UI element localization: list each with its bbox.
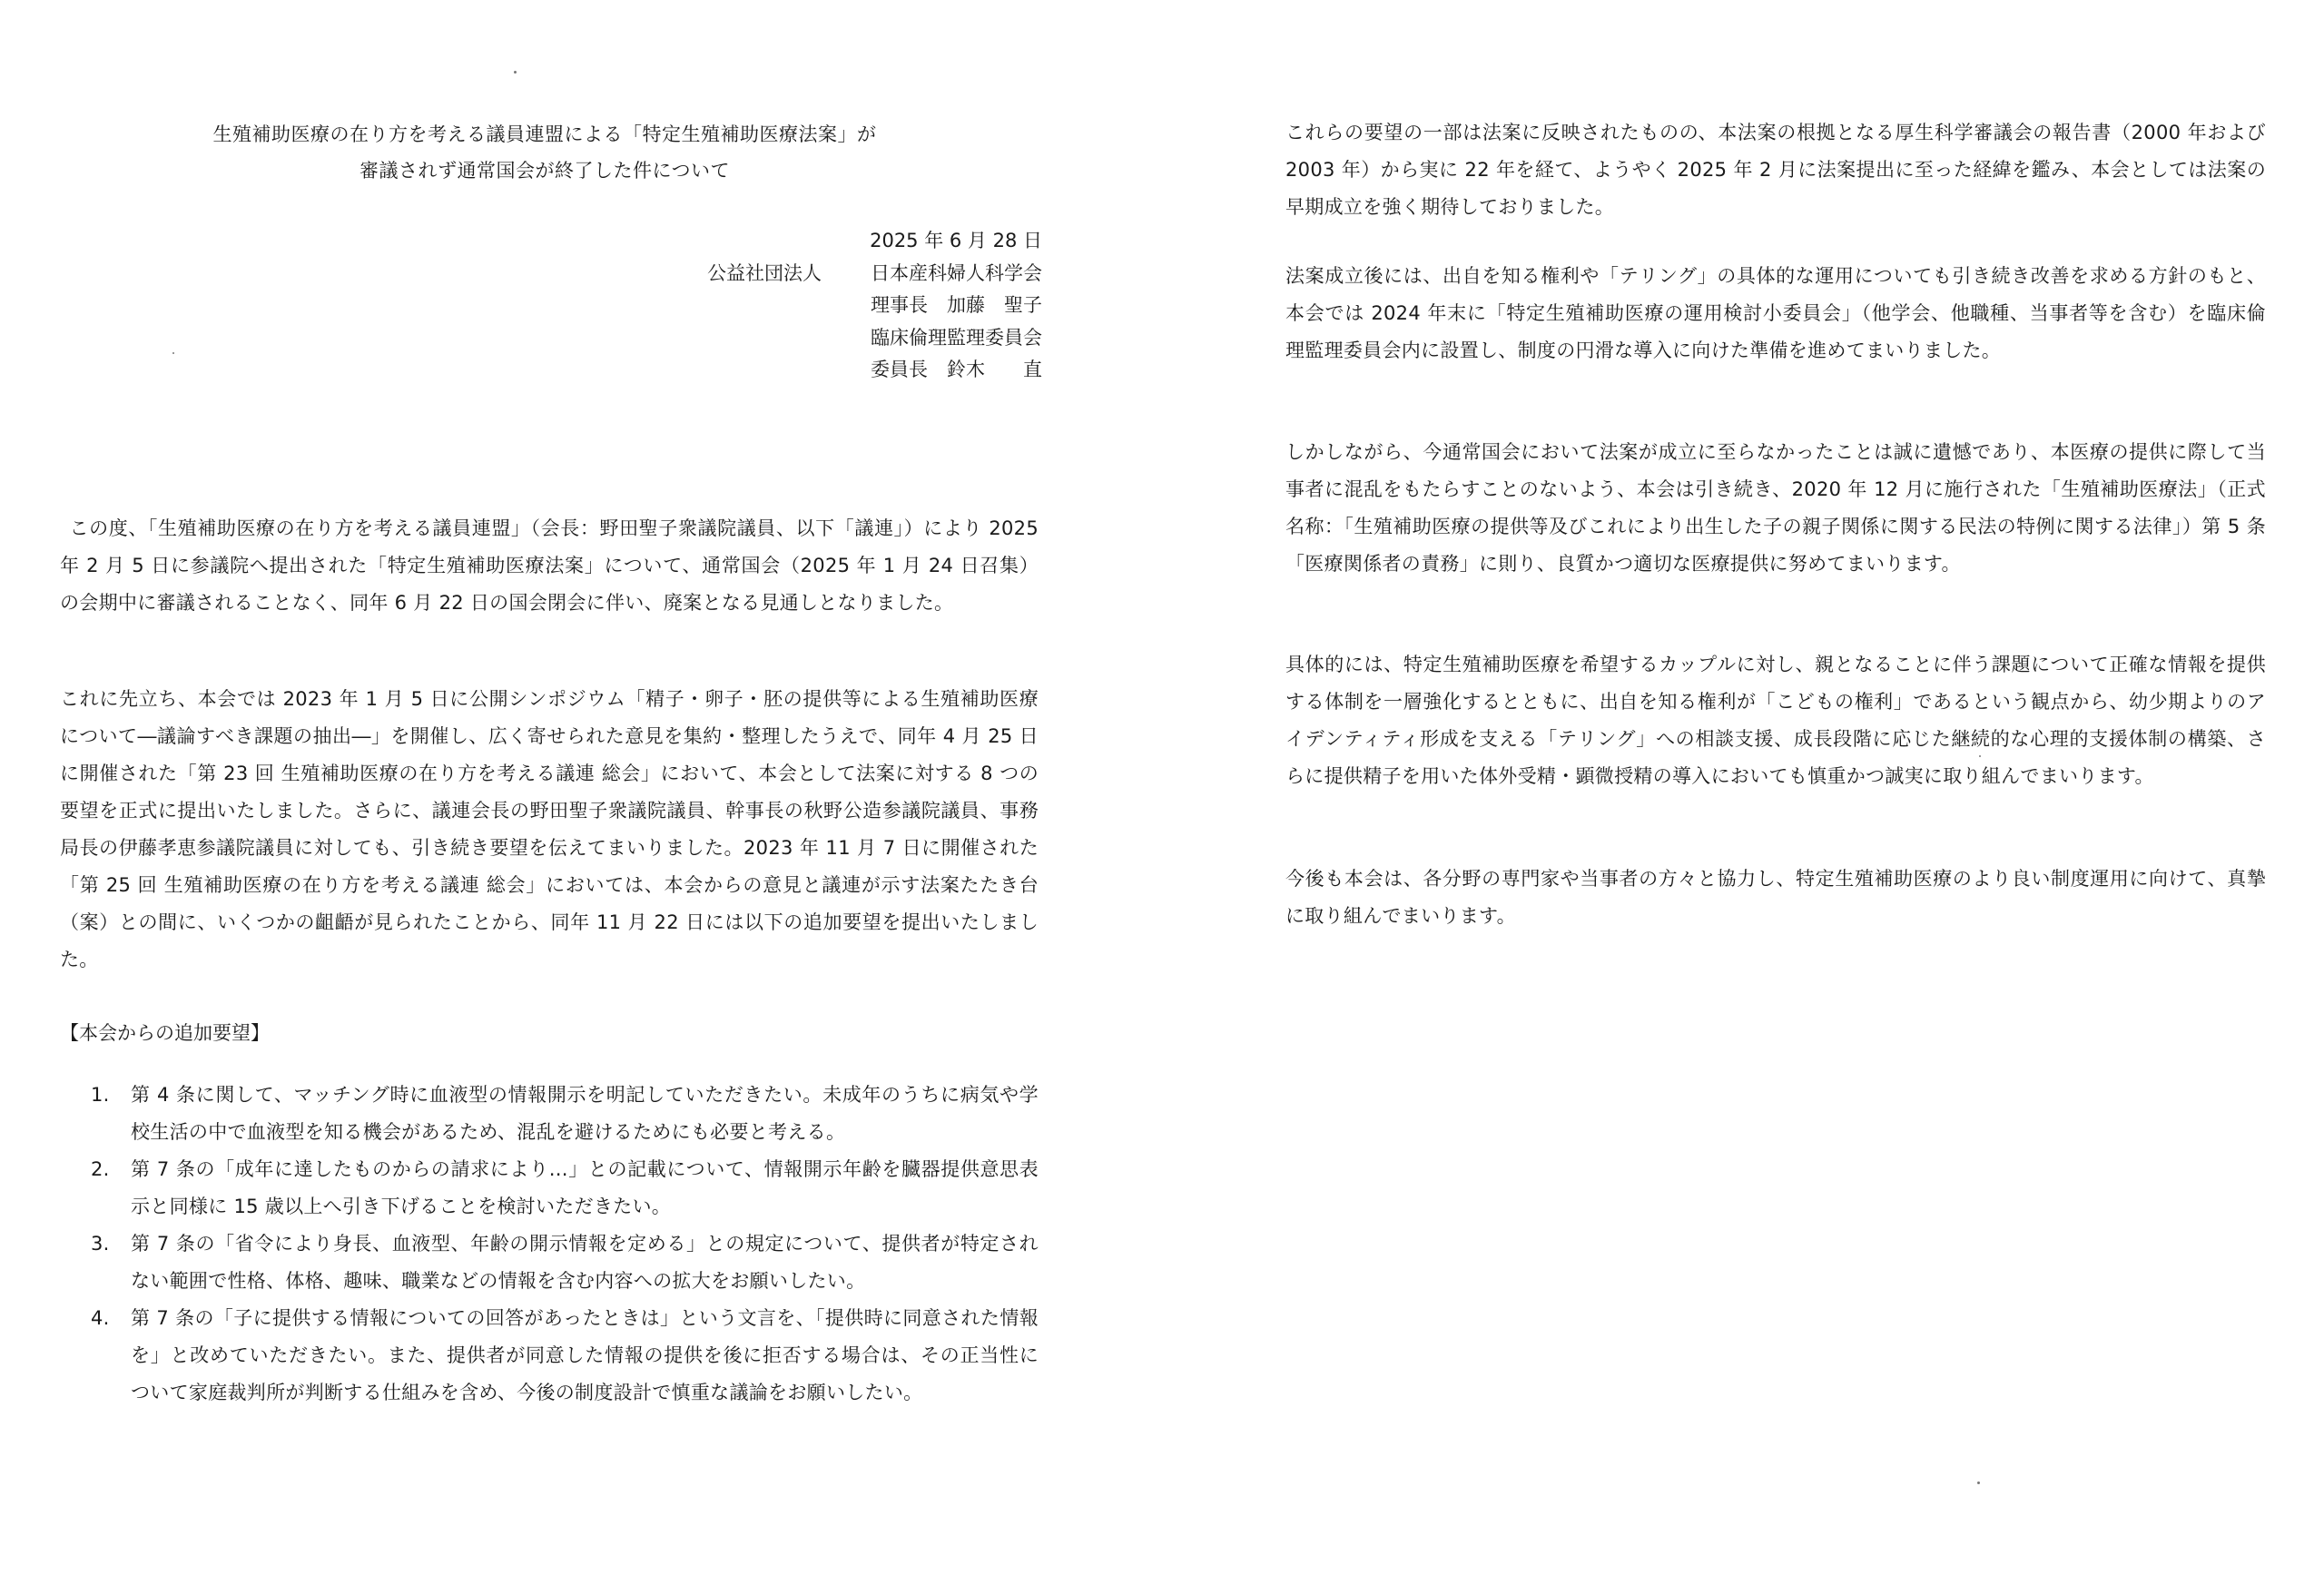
paragraph-regret: しかしながら、今通常国会において法案が成立に至らなかったことは誠に遺憾であり、本医療の提供に際して当事者に混乱をもたらすことのないよう、本会は引き続き、2020 年 12 月に施行された「生殖補助医療法」（正式名称：「生殖補助医療の提供等及びこれにより出生した子の親子関係に関する民法の特例に関する法律」）第 5 条「医療関係者の責務」に則り、良質かつ適切な医療提供に努めてまいります。 <box>1285 441 2266 575</box>
list-item-number: 3. <box>91 1233 110 1255</box>
scan-speck <box>1977 1481 1980 1484</box>
paragraph-background: これに先立ち、本会では 2023 年 1 月 5 日に公開シンポジウム「精子・卵子・胚の提供等による生殖補助医療について―議論すべき課題の抽出―」を開催し、広く寄せられた意見を集約・整理したうえで、同年 4 月 25 日に開催された「第 23 回 生殖補助医療の在り方を考える議連 総会」において、本会として法案に対する 8 つの要望を正式に提出いたしました。さらに、議連会長の野田聖子衆議院議員、幹事長の秋野公造参議院議員、事務局長の伊藤孝恵参議院議員に対しても、引き続き要望を伝えてまいりました。2023 年 11 月 7 日に開催された「第 25 回 生殖補助医療の在り方を考える議連 総会」においては、本会からの意見と議連が示す法案たたき台（案）との間に、いくつかの齟齬が見られたことから、同年 11 月 22 日には以下の追加要望を提出いたしました。 <box>60 688 1039 970</box>
chair-title: 理事長 <box>871 294 928 316</box>
list-item-text: 第 7 条の「省令により身長、血液型、年齢の開示情報を定める」との規定について、提供者が特定されない範囲で性格、体格、趣味、職業などの情報を含む内容への拡大をお願いしたい。 <box>131 1233 1039 1292</box>
additional-requests-heading: 【本会からの追加要望】 <box>60 1022 270 1044</box>
list-item <box>91 1300 1039 1412</box>
list-item <box>91 1151 1039 1226</box>
scan-speck <box>514 71 517 74</box>
sender-block <box>707 225 1042 387</box>
document-title <box>91 116 999 189</box>
committee-chair-row <box>707 354 1042 387</box>
chair-name: 加藤 聖子 <box>947 294 1042 316</box>
committee-chair-name: 鈴木 直 <box>947 359 1042 380</box>
list-item-text: 第 4 条に関して、マッチング時に血液型の情報開示を明記していただきたい。未成年のうちに病気や学校生活の中で血液型を知る機会があるため、混乱を避けるためにも必要と考える。 <box>131 1084 1039 1143</box>
issue-date: 2025 年 6 月 28 日 <box>870 230 1042 251</box>
list-item-text: 第 7 条の「子に提供する情報についての回答があったときは」という文言を、「提供時に同意された情報を」と改めていただきたい。また、提供者が同意した情報の提供を後に拒否する場合は、その正当性について家庭裁判所が判断する仕組みを含め、今後の制度設計で慎重な議論をお願いしたい。 <box>131 1307 1039 1403</box>
chair-row <box>707 290 1042 322</box>
paragraph-expectation: これらの要望の一部は法案に反映されたものの、本法案の根拠となる厚生科学審議会の報告書（2000 年および 2003 年）から実に 22 年を経て、ようやく 2025 年 2 月に法案提出に至った経緯を鑑み、本会としては法案の早期成立を強く期待しておりました。 <box>1285 122 2266 218</box>
list-item-number: 4. <box>91 1307 110 1329</box>
paragraph-specifics: 具体的には、特定生殖補助医療を希望するカップルに対し、親となることに伴う課題について正確な情報を提供する体制を一層強化するとともに、出自を知る権利が「こどもの権利」であるという観点から、幼少期よりのアイデンティティ形成を支える「テリング」への相談支援、成長段階に応じた継続的な心理的支援体制の構築、さらに提供精子を用いた体外受精・顕微授精の導入においても慎重かつ誠実に取り組んでまいります。 <box>1285 654 2266 787</box>
additional-requests-list <box>91 1077 1039 1412</box>
committee-row <box>707 322 1042 355</box>
paragraph-closing: 今後も本会は、各分野の専門家や当事者の方々と協力し、特定生殖補助医療のより良い制度運用に向けて、真摯に取り組んでまいります。 <box>1285 868 2266 927</box>
scan-speck <box>172 352 174 354</box>
org-type: 公益社団法人 <box>707 261 822 284</box>
list-item <box>91 1226 1039 1300</box>
paragraph-preparation: 法案成立後には、出自を知る権利や「テリング」の具体的な運用についても引き続き改善を求める方針のもと、本会では 2024 年末に「特定生殖補助医療の運用検討小委員会」（他学会、他職種、当事者等を含む）を臨床倫理監理委員会内に設置し、制度の円滑な導入に向けた準備を進めてまいりました。 <box>1285 265 2266 361</box>
list-item-text: 第 7 条の「成年に達したものからの請求により…」との記載について、情報開示年齢を臓器提供意思表示と同様に 15 歳以上へ引き下げることを検討いただきたい。 <box>131 1158 1039 1217</box>
list-item-number: 2. <box>91 1158 110 1180</box>
paragraph-intro: この度、「生殖補助医療の在り方を考える議員連盟」（会長：野田聖子衆議院議員、以下「議連」）により 2025 年 2 月 5 日に参議院へ提出された「特定生殖補助医療法案」について、通常国会（2025 年 1 月 24 日召集）の会期中に審議されることなく、同年 6 月 22 日の国会閉会に伴い、廃案となる見通しとなりました。 <box>60 517 1039 614</box>
list-item <box>91 1077 1039 1151</box>
right-page <box>1162 0 2324 1575</box>
title-line-1: 生殖補助医療の在り方を考える議員連盟による「特定生殖補助医療法案」が <box>212 123 877 145</box>
list-item-number: 1. <box>91 1084 110 1106</box>
org-name: 日本産科婦人科学会 <box>871 261 1042 284</box>
committee-name: 臨床倫理監理委員会 <box>871 326 1042 349</box>
committee-chair-title: 委員長 <box>871 359 928 380</box>
title-line-2: 審議されず通常国会が終了した件について <box>359 160 731 182</box>
organization-row <box>707 258 1042 290</box>
